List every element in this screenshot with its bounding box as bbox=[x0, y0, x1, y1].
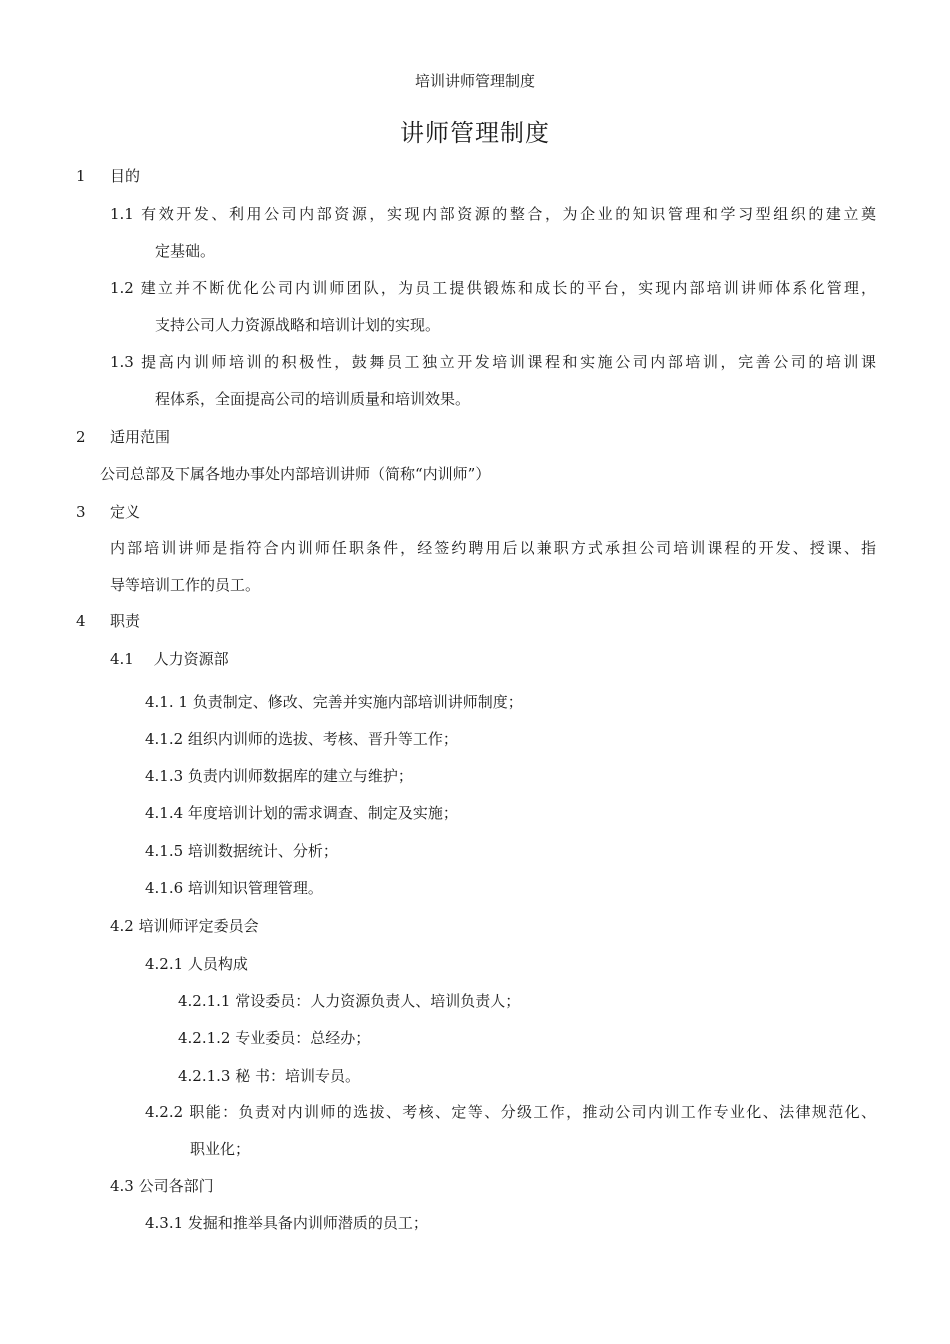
item-4-1-1: 4.1. 1 负责制定、修改、完善并实施内部培训讲师制度； bbox=[145, 693, 523, 711]
para-1-3-line2: 程体系，全面提高公司的培训质量和培训效果。 bbox=[155, 390, 471, 408]
section-4-heading: 职责 bbox=[110, 612, 141, 630]
subsection-4-2-heading: 4.2 培训师评定委员会 bbox=[110, 917, 259, 935]
item-4-3-1: 4.3.1 发掘和推举具备内训师潜质的员工； bbox=[145, 1214, 428, 1232]
document-title: 讲师管理制度 bbox=[400, 119, 550, 147]
item-4-1-5: 4.1.5 培训数据统计、分析； bbox=[145, 842, 338, 860]
section-1-heading: 目的 bbox=[110, 167, 141, 185]
section-2-heading: 适用范围 bbox=[110, 428, 171, 446]
item-4-2-1-1: 4.2.1.1 常设委员：人力资源负责人、培训负责人； bbox=[178, 992, 521, 1010]
para-1-1-line2: 定基础。 bbox=[155, 242, 216, 260]
subsection-4-3-heading: 4.3 公司各部门 bbox=[110, 1177, 214, 1195]
para-1-2-line2: 支持公司人力资源战略和培训计划的实现。 bbox=[155, 316, 441, 334]
subsection-4-1-heading: 4.1 人力资源部 bbox=[110, 650, 229, 668]
section-2-number: 2 bbox=[76, 428, 86, 446]
item-4-1-3: 4.1.3 负责内训师数据库的建立与维护； bbox=[145, 767, 413, 785]
item-4-2-2-line1: 4.2.2 职能：负责对内训师的选拔、考核、定等、分级工作，推动公司内训工作专业化、法律规范化、 bbox=[145, 1103, 876, 1121]
running-header: 培训讲师管理制度 bbox=[414, 72, 535, 90]
section-3-body-line1: 内部培训讲师是指符合内训师任职条件，经签约聘用后以兼职方式承担公司培训课程的开发、授课、指 bbox=[110, 539, 876, 557]
para-1-3-line1: 1.3 提高内训师培训的积极性，鼓舞员工独立开发培训课程和实施公司内部培训，完善公司的培训课 bbox=[110, 353, 876, 371]
section-4-number: 4 bbox=[76, 612, 86, 630]
section-1-number: 1 bbox=[76, 167, 86, 185]
section-3-number: 3 bbox=[76, 503, 86, 521]
item-4-2-1-2: 4.2.1.2 专业委员：总经办； bbox=[178, 1029, 371, 1047]
section-2-body: 公司总部及下属各地办事处内部培训讲师（简称“内训师”） bbox=[100, 465, 491, 483]
subsection-4-2-1-heading: 4.2.1 人员构成 bbox=[145, 955, 248, 973]
item-4-1-4: 4.1.4 年度培训计划的需求调查、制定及实施； bbox=[145, 804, 458, 822]
item-4-1-6: 4.1.6 培训知识管理管理。 bbox=[145, 879, 323, 897]
item-4-1-2: 4.1.2 组织内训师的选拔、考核、晋升等工作； bbox=[145, 730, 458, 748]
section-3-heading: 定义 bbox=[110, 503, 141, 521]
para-1-2-line1: 1.2 建立并不断优化公司内训师团队，为员工提供锻炼和成长的平台，实现内部培训讲师体系化管理， bbox=[110, 279, 876, 297]
item-4-2-1-3: 4.2.1.3 秘 书：培训专员。 bbox=[178, 1067, 361, 1085]
para-1-1-line1: 1.1 有效开发、利用公司内部资源，实现内部资源的整合，为企业的知识管理和学习型组织的建立奠 bbox=[110, 205, 876, 223]
item-4-2-2-line2: 职业化； bbox=[190, 1140, 251, 1158]
section-3-body-line2: 导等培训工作的员工。 bbox=[110, 576, 261, 594]
